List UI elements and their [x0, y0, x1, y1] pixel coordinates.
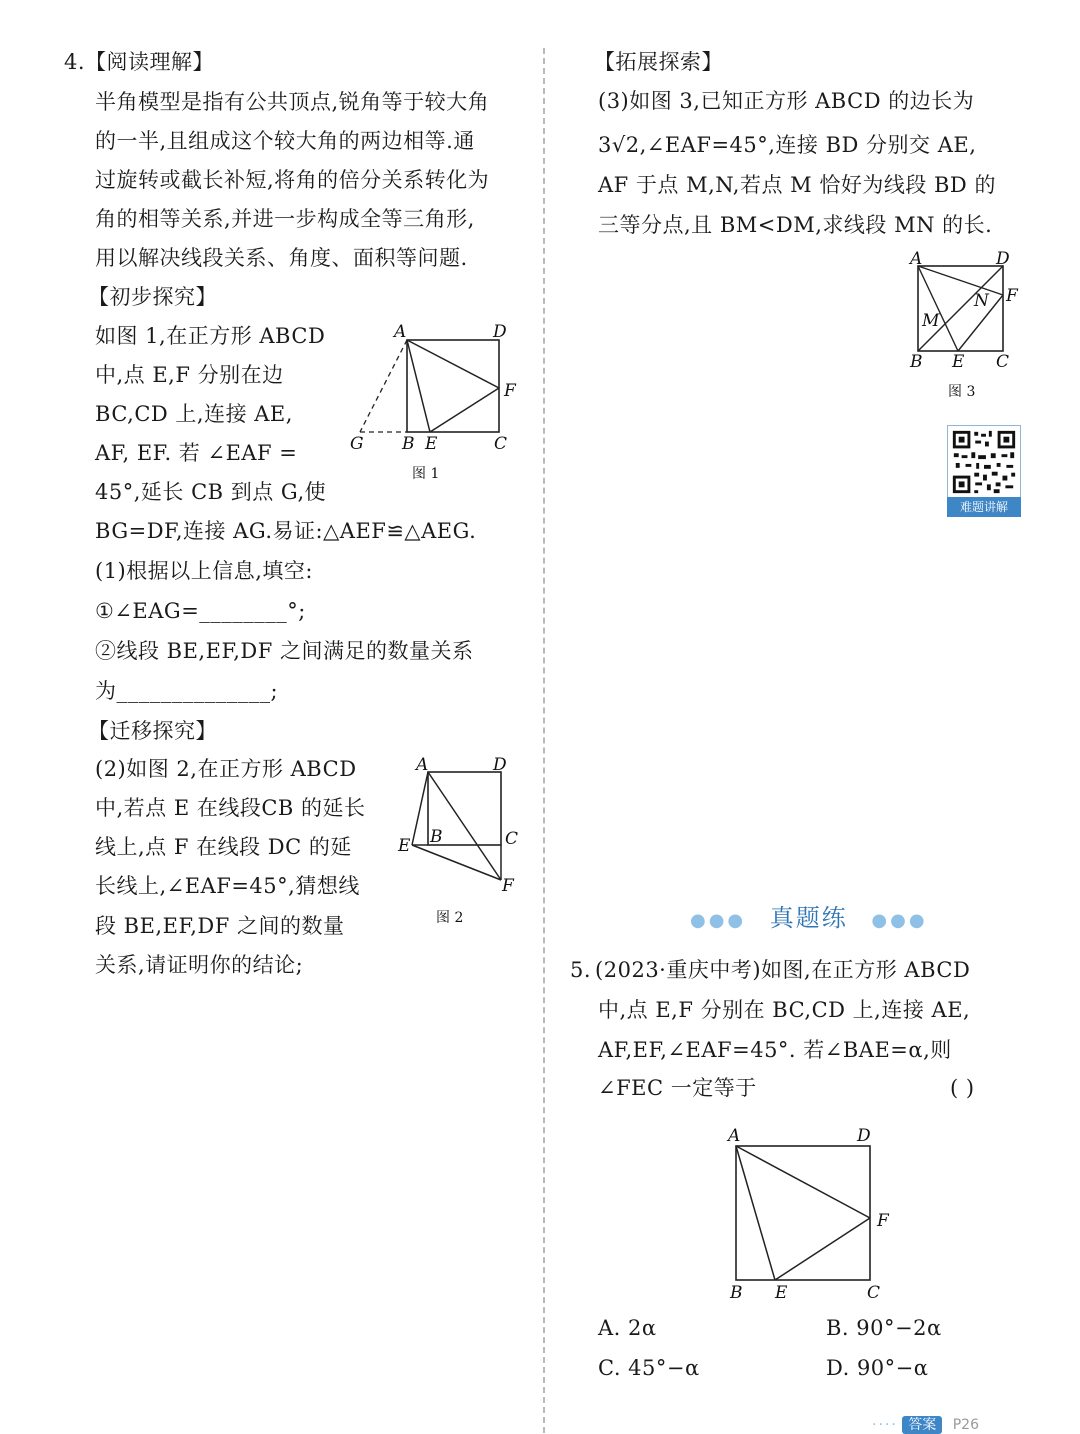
figure-1	[340, 318, 530, 488]
extend-line-4: 三等分点,且 BM<DM,求线段 MN 的长.	[598, 213, 993, 237]
qr-label[interactable]: 难题讲解	[947, 497, 1021, 517]
heading-transfer: 【迁移探究】	[88, 719, 217, 743]
fig1-label-d: D	[493, 322, 507, 342]
initial-line-6: BG=DF,连接 AG.易证:△AEF≌△AEG.	[95, 519, 477, 543]
part-1b: ②线段 BE,EF,DF 之间满足的数量关系	[95, 639, 474, 663]
option-c[interactable]: C. 45°−α	[598, 1356, 700, 1380]
fig3-label-a: A	[910, 249, 923, 269]
q5-line-3: AF,EF,∠EAF=45°. 若∠BAE=α,则	[598, 1038, 952, 1062]
reading-line-2: 的一半,且组成这个较大角的两边相等.通	[95, 129, 475, 153]
transfer-line-3: 线上,点 F 在线段 DC 的延	[95, 835, 352, 859]
q5-line-4: ∠FEC 一定等于	[598, 1076, 757, 1100]
q5-line-2: 中,点 E,F 分别在 BC,CD 上,连接 AE,	[598, 998, 971, 1022]
extend-line-1: (3)如图 3,已知正方形 ABCD 的边长为	[598, 89, 975, 113]
column-divider	[543, 48, 545, 1433]
qr-code-icon	[947, 425, 1021, 499]
figure-2	[390, 752, 530, 932]
fig3-label-n: N	[974, 291, 989, 311]
answer-tag[interactable]: 答案	[902, 1416, 942, 1434]
fig2-label-e: E	[398, 836, 411, 856]
option-a[interactable]: A. 2α	[598, 1316, 657, 1340]
fig2-label-a: A	[416, 755, 429, 775]
fig5-label-f: F	[877, 1211, 889, 1231]
fig2-label-b: B	[430, 827, 443, 847]
fig5-label-b: B	[730, 1283, 743, 1303]
footer	[872, 1414, 979, 1434]
section-dots-left: ●●●	[690, 910, 747, 931]
fig2-label-d: D	[493, 755, 507, 775]
question-5-number: 5.	[570, 958, 592, 982]
q5-answer-paren[interactable]: ( )	[950, 1076, 975, 1100]
fig2-caption: 图 2	[436, 910, 464, 926]
transfer-line-2: 中,若点 E 在线段CB 的延长	[95, 796, 366, 820]
section-title: 真题练	[769, 904, 848, 932]
part-1-intro: (1)根据以上信息,填空:	[95, 559, 313, 583]
option-b[interactable]: B. 90°−2α	[826, 1316, 942, 1340]
fig1-label-e: E	[425, 434, 438, 454]
transfer-line-5: 段 BE,EF,DF 之间的数量	[95, 914, 345, 938]
fig5-label-d: D	[857, 1126, 871, 1146]
heading-initial: 【初步探究】	[88, 285, 217, 309]
section-title-block	[690, 898, 928, 933]
fig2-label-f: F	[502, 876, 514, 896]
fig2-label-c: C	[505, 829, 519, 849]
fig1-label-b: B	[402, 434, 415, 454]
transfer-line-4: 长线上,∠EAF=45°,猜想线	[95, 874, 360, 898]
figure-5	[720, 1122, 900, 1308]
fig5-label-e: E	[775, 1283, 788, 1303]
initial-line-2: 中,点 E,F 分别在边	[95, 363, 284, 387]
fig1-label-g: G	[350, 434, 364, 454]
part-1c: 为______________;	[95, 679, 279, 703]
q5-line-1: (2023·重庆中考)如图,在正方形 ABCD	[595, 958, 971, 982]
option-d[interactable]: D. 90°−α	[826, 1356, 929, 1380]
page-number: P26	[952, 1417, 979, 1433]
question-4-number: 4.	[64, 50, 86, 74]
extend-line-2: 3√2,∠EAF=45°,连接 BD 分别交 AE,	[598, 133, 977, 157]
transfer-line-1: (2)如图 2,在正方形 ABCD	[95, 757, 357, 781]
reading-line-3: 过旋转或截长补短,将角的倍分关系转化为	[95, 168, 490, 192]
fig3-label-f: F	[1006, 286, 1018, 306]
transfer-line-6: 关系,请证明你的结论;	[95, 953, 304, 977]
reading-line-1: 半角模型是指有公共顶点,锐角等于较大角	[95, 90, 490, 114]
extend-line-3: AF 于点 M,N,若点 M 恰好为线段 BD 的	[598, 173, 996, 197]
fig3-label-c: C	[996, 352, 1010, 372]
initial-line-4: AF, EF. 若 ∠EAF =	[95, 441, 298, 465]
fig3-label-b: B	[910, 352, 923, 372]
fig5-label-c: C	[867, 1283, 881, 1303]
fig1-caption: 图 1	[412, 466, 440, 482]
section-dots-right: ●●●	[871, 910, 928, 931]
part-1a: ①∠EAG=________°;	[95, 599, 306, 623]
initial-line-5: 45°,延长 CB 到点 G,使	[95, 480, 327, 504]
fig1-label-f: F	[504, 381, 516, 401]
reading-line-4: 角的相等关系,并进一步构成全等三角形,	[95, 207, 475, 231]
fig3-label-d: D	[996, 249, 1010, 269]
reading-line-5: 用以解决线段关系、角度、面积等问题.	[95, 246, 468, 270]
heading-reading: 【阅读理解】	[85, 50, 215, 74]
initial-line-3: BC,CD 上,连接 AE,	[95, 402, 293, 426]
fig1-label-a: A	[394, 322, 407, 342]
fig3-caption: 图 3	[948, 384, 976, 400]
fig3-label-m: M	[922, 311, 940, 331]
heading-extend: 【拓展探索】	[594, 50, 723, 74]
fig3-label-e: E	[952, 352, 965, 372]
initial-line-1: 如图 1,在正方形 ABCD	[95, 324, 326, 348]
figure-3	[904, 248, 1034, 403]
fig1-label-c: C	[494, 434, 508, 454]
footer-dots: ····	[872, 1417, 898, 1433]
fig5-label-a: A	[728, 1126, 741, 1146]
